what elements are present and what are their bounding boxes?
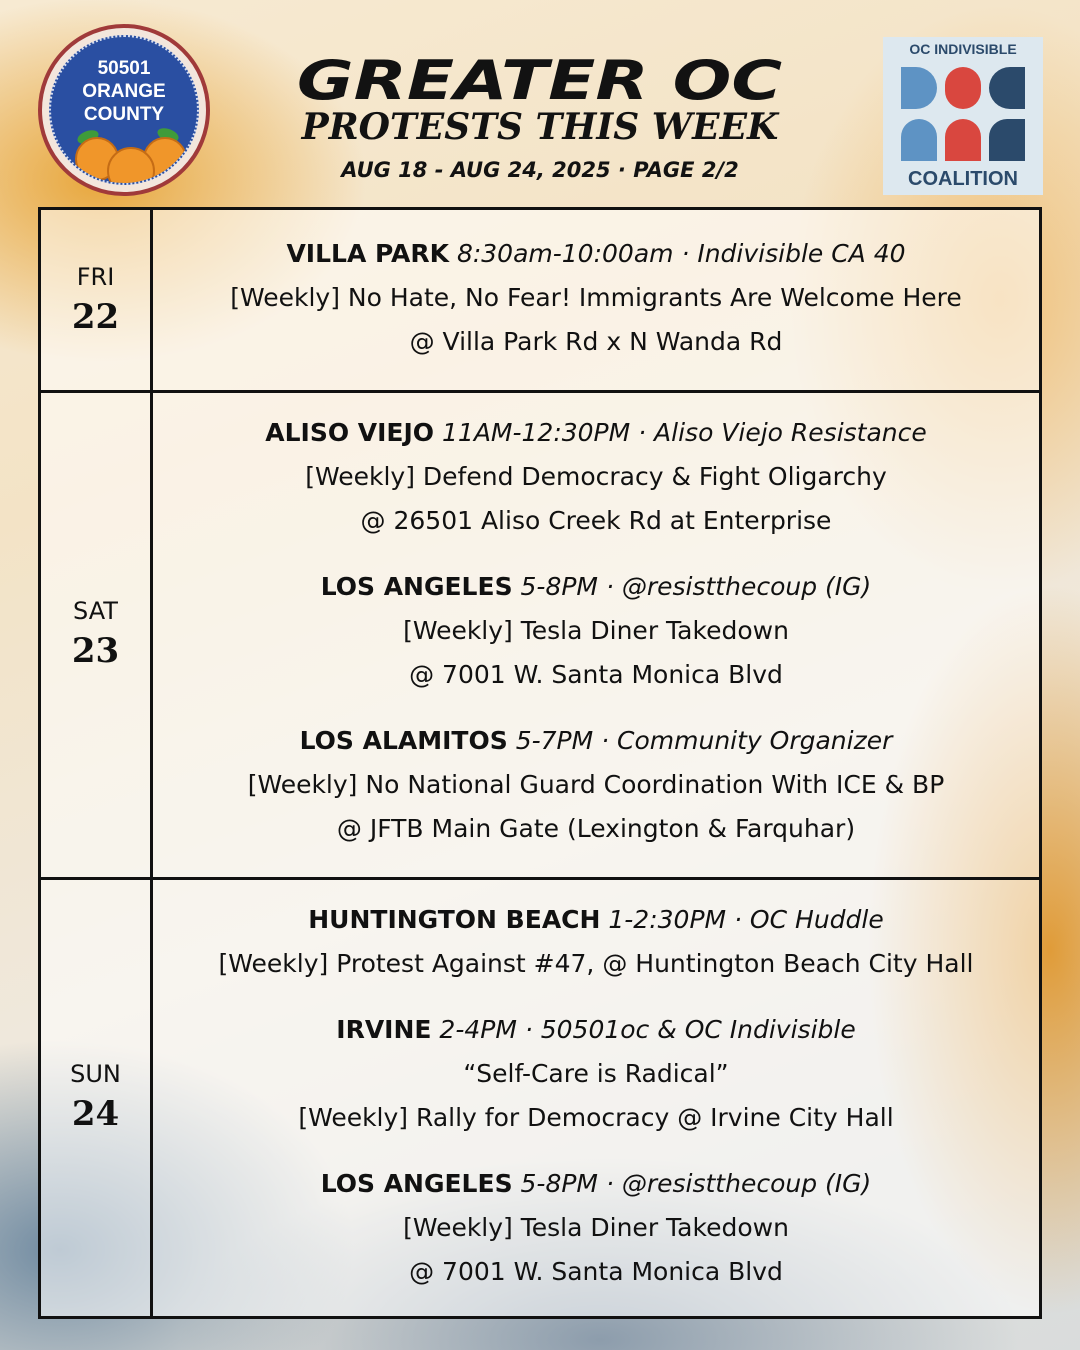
page-subtitle: PROTESTS THIS WEEK — [301, 106, 779, 148]
logo-shape — [989, 119, 1025, 161]
oc-indivisible-coalition-logo — [883, 37, 1043, 195]
event-aliso-viejo — [153, 411, 1039, 543]
logo-shape — [901, 67, 937, 109]
event-time-organizer: 5-8PM · @resistthecoup (IG) — [512, 572, 872, 601]
50501-orange-county-logo — [38, 24, 210, 196]
day-row-fri — [41, 210, 1039, 393]
logo-shape — [945, 67, 981, 109]
logo-shape — [945, 119, 981, 161]
logo-shape — [901, 119, 937, 161]
logo-text-line2: ORANGE — [82, 81, 166, 102]
event-time-organizer: 5-7PM · Community Organizer — [507, 726, 893, 755]
day-of-week: SUN — [70, 1059, 121, 1088]
event-irvine — [153, 1008, 1039, 1140]
event-city: VILLA PARK — [286, 239, 449, 268]
event-heading — [153, 898, 1039, 942]
event-tagline: “Self-Care is Radical” — [463, 1059, 729, 1088]
event-description: [Weekly] Defend Democracy & Fight Oligarchy — [305, 462, 887, 491]
day-events — [153, 210, 1039, 390]
day-number: 23 — [71, 630, 120, 671]
event-time-organizer: 1-2:30PM · OC Huddle — [600, 905, 884, 934]
event-city: LOS ANGELES — [320, 1169, 513, 1198]
event-los-alamitos — [153, 719, 1039, 851]
day-of-week: SAT — [73, 596, 118, 625]
events-table — [38, 207, 1042, 1319]
logo-text-line3: COUNTY — [83, 104, 165, 125]
day-cell — [41, 390, 153, 877]
event-heading — [153, 719, 1039, 763]
event-los-angeles — [153, 565, 1039, 697]
day-number: 22 — [71, 297, 120, 337]
logo-shape — [989, 67, 1025, 109]
event-huntington-beach — [153, 898, 1039, 986]
event-time-organizer: 2-4PM · 50501oc & OC Indivisible — [431, 1015, 856, 1044]
event-time-organizer: 11AM-12:30PM · Aliso Viejo Resistance — [434, 418, 927, 447]
event-villa-park — [153, 232, 1039, 364]
event-heading — [153, 232, 1039, 276]
event-heading — [153, 565, 1039, 609]
event-city: ALISO VIEJO — [265, 418, 435, 447]
day-events — [153, 390, 1039, 877]
event-los-angeles — [153, 1162, 1039, 1294]
event-description: [Weekly] Tesla Diner Takedown — [403, 616, 789, 645]
coalition-logo-shapes — [901, 67, 1025, 163]
event-time-organizer: 8:30am-10:00am · Indivisible CA 40 — [449, 239, 906, 268]
event-description: [Weekly] No National Guard Coordination With ICE & BP — [247, 770, 945, 799]
coalition-logo-top-text: OC INDIVISIBLE — [909, 41, 1017, 57]
logo-badge — [49, 35, 199, 185]
event-city: LOS ANGELES — [320, 572, 513, 601]
event-time-organizer: 5-8PM · @resistthecoup (IG) — [512, 1169, 872, 1198]
event-location: @ 7001 W. Santa Monica Blvd — [409, 660, 783, 689]
event-description: [Weekly] Rally for Democracy @ Irvine City Hall — [298, 1103, 894, 1132]
event-heading — [153, 1008, 1039, 1052]
logo-text-line1: 50501 — [97, 58, 151, 79]
day-number: 24 — [71, 1093, 120, 1134]
event-location: @ 7001 W. Santa Monica Blvd — [409, 1257, 783, 1286]
event-city: HUNTINGTON BEACH — [308, 905, 601, 934]
event-heading — [153, 1162, 1039, 1206]
event-location: @ 26501 Aliso Creek Rd at Enterprise — [360, 506, 832, 535]
event-heading — [153, 411, 1039, 455]
event-description: [Weekly] Protest Against #47, @ Huntington Beach City Hall — [218, 949, 974, 978]
date-range: AUG 18 - AUG 24, 2025 · PAGE 2/2 — [341, 158, 739, 182]
day-row-sat — [41, 390, 1039, 880]
coalition-logo-bottom-text: COALITION — [908, 168, 1018, 190]
event-city: LOS ALAMITOS — [299, 726, 508, 755]
day-cell — [41, 210, 153, 390]
title-block — [230, 49, 850, 182]
event-city: IRVINE — [336, 1015, 432, 1044]
event-description: [Weekly] Tesla Diner Takedown — [403, 1213, 789, 1242]
page-title: GREATER OC — [297, 49, 783, 112]
day-row-sun — [41, 877, 1039, 1316]
day-events — [153, 877, 1039, 1316]
event-location: @ JFTB Main Gate (Lexington & Farquhar) — [336, 814, 856, 843]
day-of-week: FRI — [76, 263, 115, 291]
header — [0, 0, 1080, 205]
event-description: [Weekly] No Hate, No Fear! Immigrants Are Welcome Here — [230, 283, 962, 312]
event-location: @ Villa Park Rd x N Wanda Rd — [409, 327, 783, 356]
day-cell — [41, 877, 153, 1316]
